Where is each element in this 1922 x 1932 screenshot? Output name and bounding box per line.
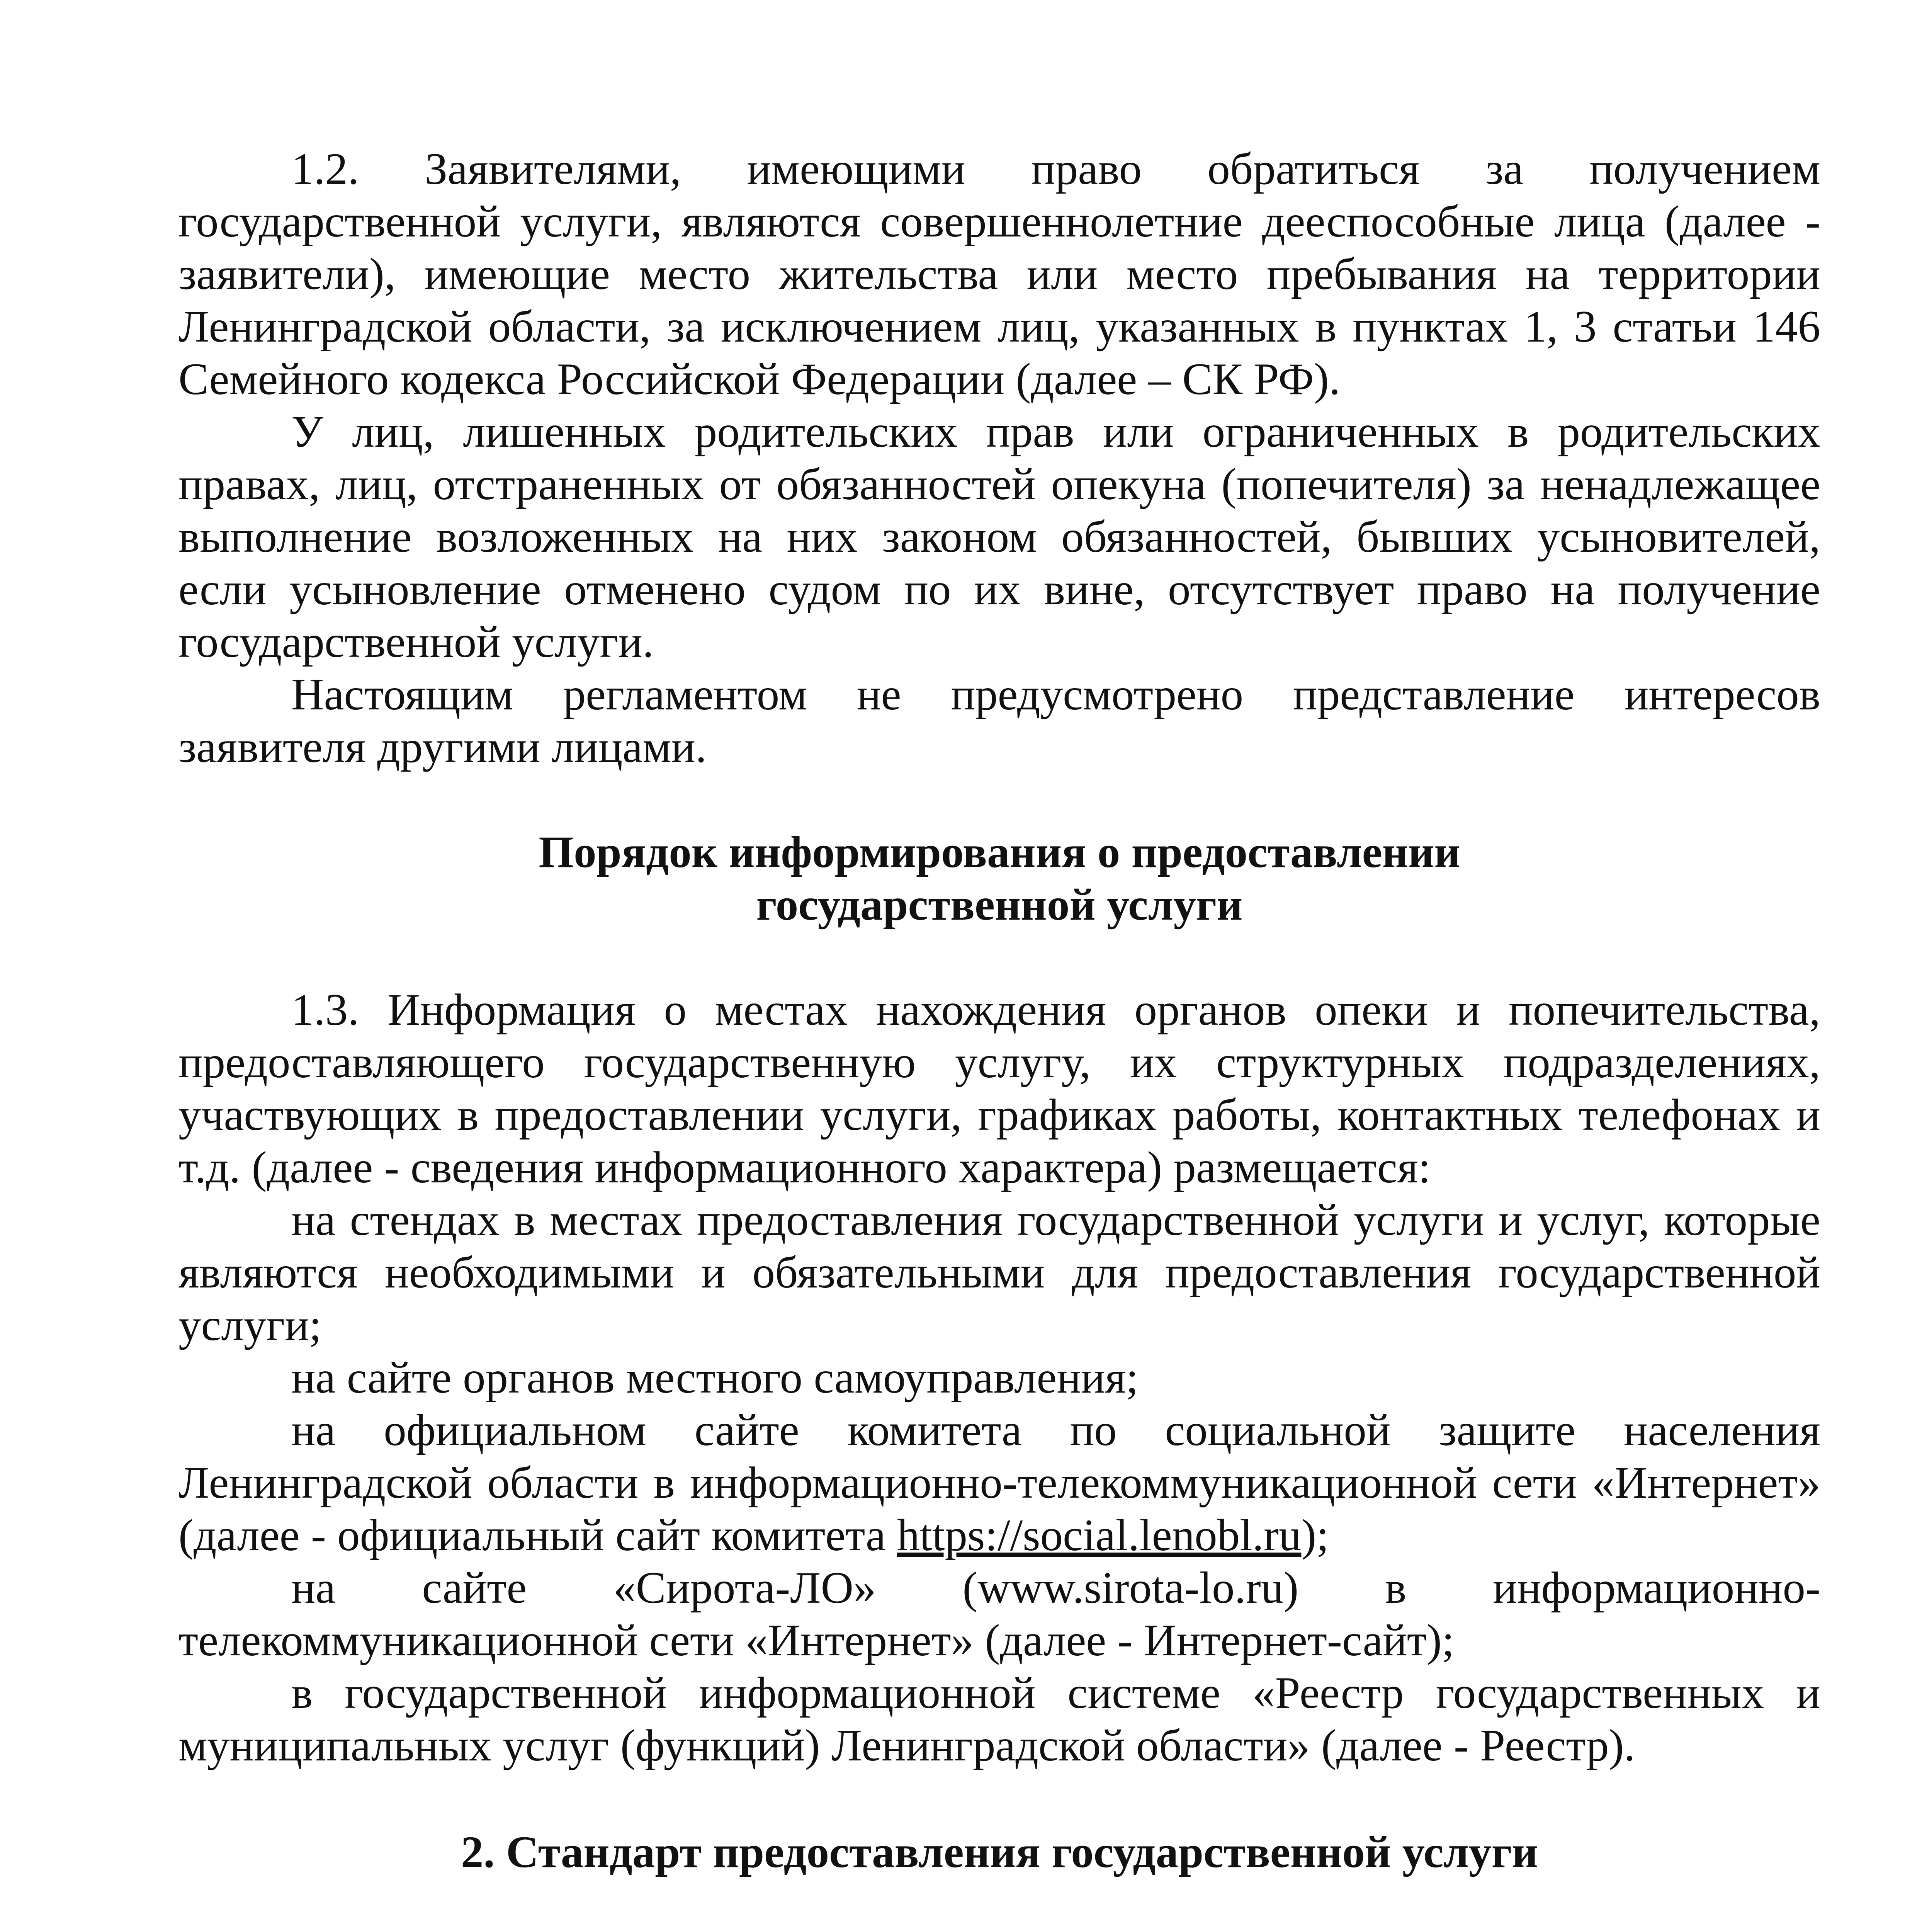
- paragraph-restriction: У лиц, лишенных родительских прав или ограниченных в родительских правах, лиц, отстраненных от обязанностей опекуна (попечителя) за ненадлежащее выполнение возложенных на них законом обязанностей, бывших усыновителей, если усыновление отменено судом по их вине, отсутствует право на получение государственной услуги.: [178, 407, 1820, 667]
- spacer: [178, 1772, 1820, 1826]
- committee-site-suffix: );: [1301, 1510, 1329, 1560]
- heading-informing-line2: государственной услуги: [756, 880, 1243, 930]
- heading-informing: [178, 826, 1820, 931]
- committee-site-link[interactable]: https://social.lenobl.ru: [897, 1510, 1302, 1560]
- spacer: [178, 1879, 1820, 1932]
- spacer: [178, 931, 1820, 984]
- list-item-sirota-site: на сайте «Сирота-ЛО» (www.sirota-lo.ru) в информационно-телекоммуникационной сети «Интернет» (далее - Интернет-сайт);: [178, 1563, 1820, 1665]
- committee-site-text: на официальном сайте комитета по социальной защите населения Ленинградской области в информационно-телекоммуникационной сети «Интернет» (далее - официальный сайт комитета: [178, 1405, 1820, 1560]
- section-2-heading: 2. Стандарт предоставления государственной услуги: [461, 1827, 1538, 1877]
- heading-informing-line1: Порядок информирования о предоставлении: [539, 827, 1460, 877]
- paragraph-regulation: Настоящим регламентом не предусмотрено представление интересов заявителя другими лицами.: [178, 670, 1820, 772]
- spacer: [178, 774, 1820, 826]
- page-content: [178, 143, 1820, 1932]
- paragraph-1-2: 1.2. Заявителями, имеющими право обратиться за получением государственной услуги, являются совершеннолетние дееспособные лица (далее - заявители), имеющие место жительства или место пребывания на территории Ленинградской области, за исключением лиц, указанных в пунктах 1, 3 статьи 146 Семейного кодекса Российской Федерации (далее – СК РФ).: [178, 144, 1820, 404]
- list-item-stands: на стендах в местах предоставления государственной услуги и услуг, которые являются необходимыми и обязательными для предоставления государственной услуги;: [178, 1195, 1820, 1350]
- list-item-local-site: на сайте органов местного самоуправления;: [291, 1353, 1139, 1403]
- paragraph-1-3: 1.3. Информация о местах нахождения органов опеки и попечительства, предоставляющего государственную услугу, их структурных подразделениях, участвующих в предоставлении услуги, графиках работы, контактных телефонах и т.д. (далее - сведения информационного характера) размещается:: [178, 985, 1820, 1192]
- list-item-committee-site: [178, 1404, 1820, 1562]
- list-item-registry: в государственной информационной системе «Реестр государственных и муниципальных услуг (функций) Ленинградской области» (далее - Реестр).: [178, 1668, 1820, 1770]
